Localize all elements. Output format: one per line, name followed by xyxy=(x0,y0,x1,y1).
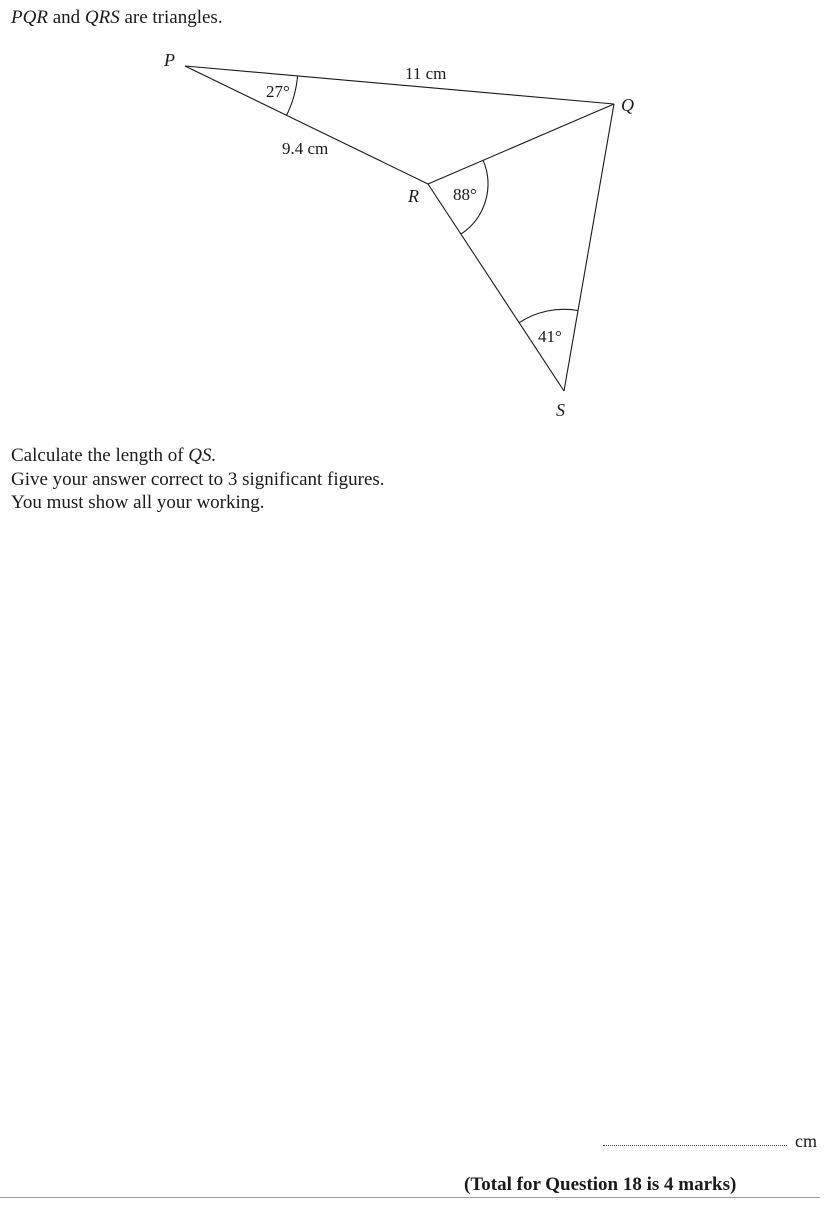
vertex-label-p: P xyxy=(164,50,175,70)
instruction-line-3: You must show all your working. xyxy=(11,492,265,513)
triangle-name-pqr: PQR xyxy=(11,7,48,28)
length-label-pr: 9.4 cm xyxy=(282,139,329,158)
intro-rest: are triangles. xyxy=(124,7,223,28)
side-qr xyxy=(428,104,614,184)
vertex-label-s: S xyxy=(556,400,565,420)
instruction-line-1 xyxy=(11,444,385,468)
triangle-name-qrs: QRS xyxy=(84,7,120,28)
side-pq xyxy=(185,66,614,104)
instruction-calculate: Calculate the length of xyxy=(11,445,184,466)
angle-arc-s xyxy=(519,309,578,322)
angle-label-r: 88° xyxy=(453,185,477,204)
angle-label-s: 41° xyxy=(538,327,562,346)
instruction-line-2: Give your answer correct to 3 significant figures. xyxy=(11,468,385,490)
answer-unit: cm xyxy=(795,1131,817,1151)
side-rs xyxy=(428,184,564,391)
answer-line[interactable] xyxy=(603,1145,787,1146)
vertex-label-r: R xyxy=(408,186,419,206)
angle-label-p: 27° xyxy=(266,82,290,101)
vertex-label-q: Q xyxy=(621,95,634,115)
total-marks: (Total for Question 18 is 4 marks) xyxy=(464,1174,737,1195)
question-instructions xyxy=(11,444,385,515)
side-qs xyxy=(564,104,614,391)
triangle-diagram xyxy=(0,0,824,430)
instruction-target-side: QS. xyxy=(188,445,217,466)
side-pr xyxy=(185,66,428,184)
bottom-divider xyxy=(0,1197,820,1198)
length-label-pq: 11 cm xyxy=(405,64,447,83)
intro-and: and xyxy=(52,7,81,28)
